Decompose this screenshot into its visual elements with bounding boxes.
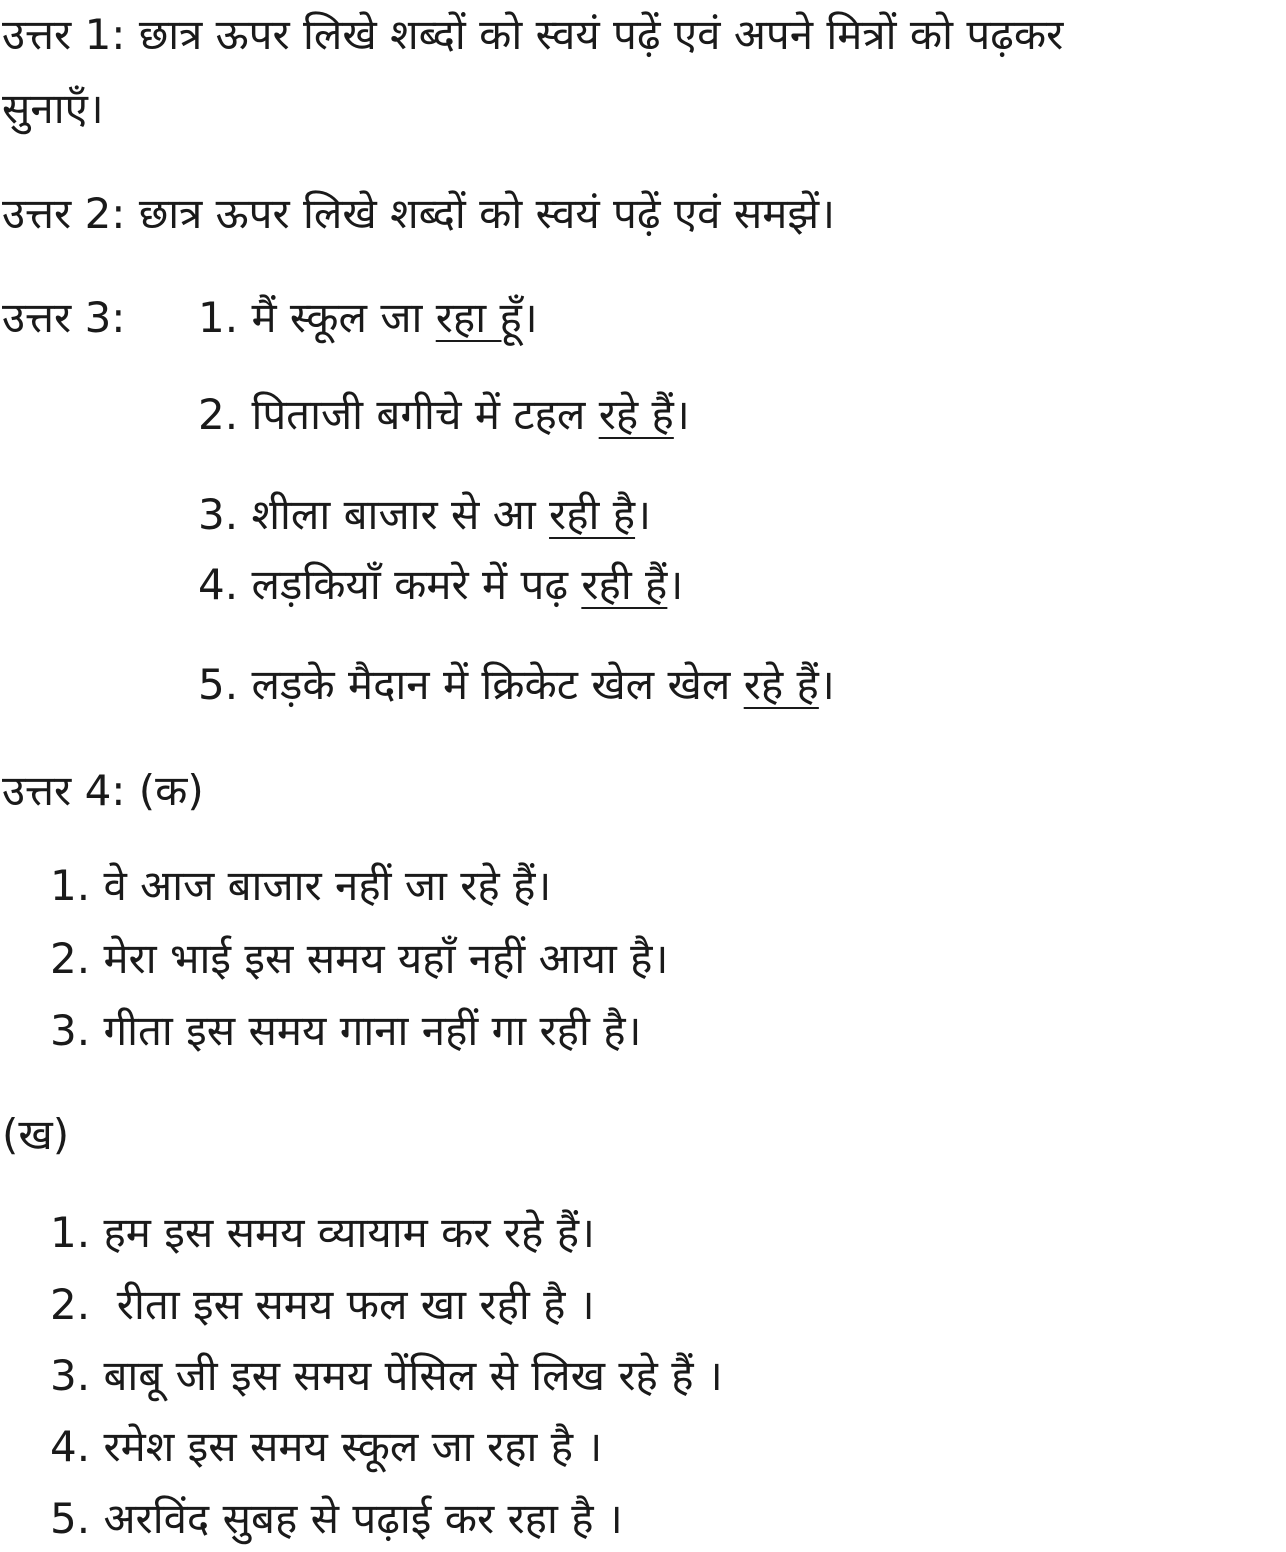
item-text: रमेश इस समय स्कूल जा रहा है ।: [103, 1422, 603, 1471]
item-text: गीता इस समय गाना नहीं गा रही है।: [103, 1006, 642, 1055]
answer3-item-3: [198, 490, 651, 539]
underlined-verb: रही है: [549, 490, 636, 539]
answer4-kha-item-1: [50, 1208, 595, 1257]
underlined-verb: रहा हूँ: [435, 293, 522, 342]
item-text: लड़कियाँ कमरे में पढ़: [251, 560, 568, 609]
item-end-mark: ।: [667, 560, 684, 609]
item-number: 1.: [50, 861, 91, 910]
answer3-item-5: [198, 660, 835, 709]
answer3-item-2: [198, 390, 690, 439]
item-number: 1.: [198, 293, 239, 342]
answer3-item-4: [198, 560, 684, 609]
item-text: अरविंद सुबह से पढ़ाई कर रहा है ।: [103, 1494, 623, 1543]
answer3-label: उत्तर 3:: [2, 293, 126, 342]
answer4-ka-item-2: [50, 934, 669, 983]
item-text: बाबू जी इस समय पेंसिल से लिख रहे हैं ।: [103, 1351, 723, 1400]
answer1-label: उत्तर 1:: [2, 10, 126, 59]
answer4-label: उत्तर 4: (क): [2, 766, 204, 815]
answer2-line: [2, 189, 836, 238]
item-number: 4.: [198, 560, 239, 609]
item-text: रीता इस समय फल खा रही है ।: [103, 1280, 595, 1329]
item-number: 3.: [50, 1006, 91, 1055]
item-end-mark: ।: [635, 490, 651, 539]
answer4-kha-item-5: [50, 1494, 623, 1543]
answer1-line1: [2, 10, 1064, 59]
item-text: मेरा भाई इस समय यहाँ नहीं आया है।: [103, 934, 669, 983]
answer1-text-line1: छात्र ऊपर लिखे शब्दों को स्वयं पढ़ें एवं अपने मित्रों को पढ़कर: [138, 10, 1064, 59]
item-end-mark: ।: [673, 390, 690, 439]
item-text: हम इस समय व्यायाम कर रहे हैं।: [103, 1208, 595, 1257]
item-text: लड़के मैदान में क्रिकेट खेल खेल: [251, 660, 731, 709]
answer1-text-line2: सुनाएँ।: [2, 84, 104, 133]
answer3-item-1: [198, 293, 538, 342]
item-number: 5.: [50, 1494, 91, 1543]
answer4-ka-item-1: [50, 861, 552, 910]
item-end-mark: ।: [521, 293, 538, 342]
item-number: 2.: [198, 390, 239, 439]
item-end-mark: ।: [818, 660, 835, 709]
item-number: 4.: [50, 1422, 91, 1471]
answer4-kha-label: (ख): [2, 1110, 70, 1159]
item-number: 5.: [198, 660, 239, 709]
item-number: 2.: [50, 1280, 91, 1329]
answer4-ka-item-3: [50, 1006, 642, 1055]
answer2-text: छात्र ऊपर लिखे शब्दों को स्वयं पढ़ें एवं समझें।: [138, 189, 836, 238]
item-text: पिताजी बगीचे में टहल: [251, 390, 586, 439]
underlined-verb: रही हैं: [581, 560, 668, 609]
item-number: 1.: [50, 1208, 91, 1257]
item-number: 3.: [198, 490, 239, 539]
item-number: 2.: [50, 934, 91, 983]
item-text: मैं स्कूल जा: [251, 293, 423, 342]
item-text: वे आज बाजार नहीं जा रहे हैं।: [103, 861, 552, 910]
answer2-label: उत्तर 2:: [2, 189, 126, 238]
underlined-verb: रहे हैं: [598, 390, 674, 439]
answer4-kha-item-2: [50, 1280, 595, 1329]
item-text: शीला बाजार से आ: [251, 490, 536, 539]
answer4-kha-item-3: [50, 1351, 723, 1400]
item-number: 3.: [50, 1351, 91, 1400]
underlined-verb: रहे हैं: [743, 660, 819, 709]
answer4-kha-item-4: [50, 1422, 603, 1471]
